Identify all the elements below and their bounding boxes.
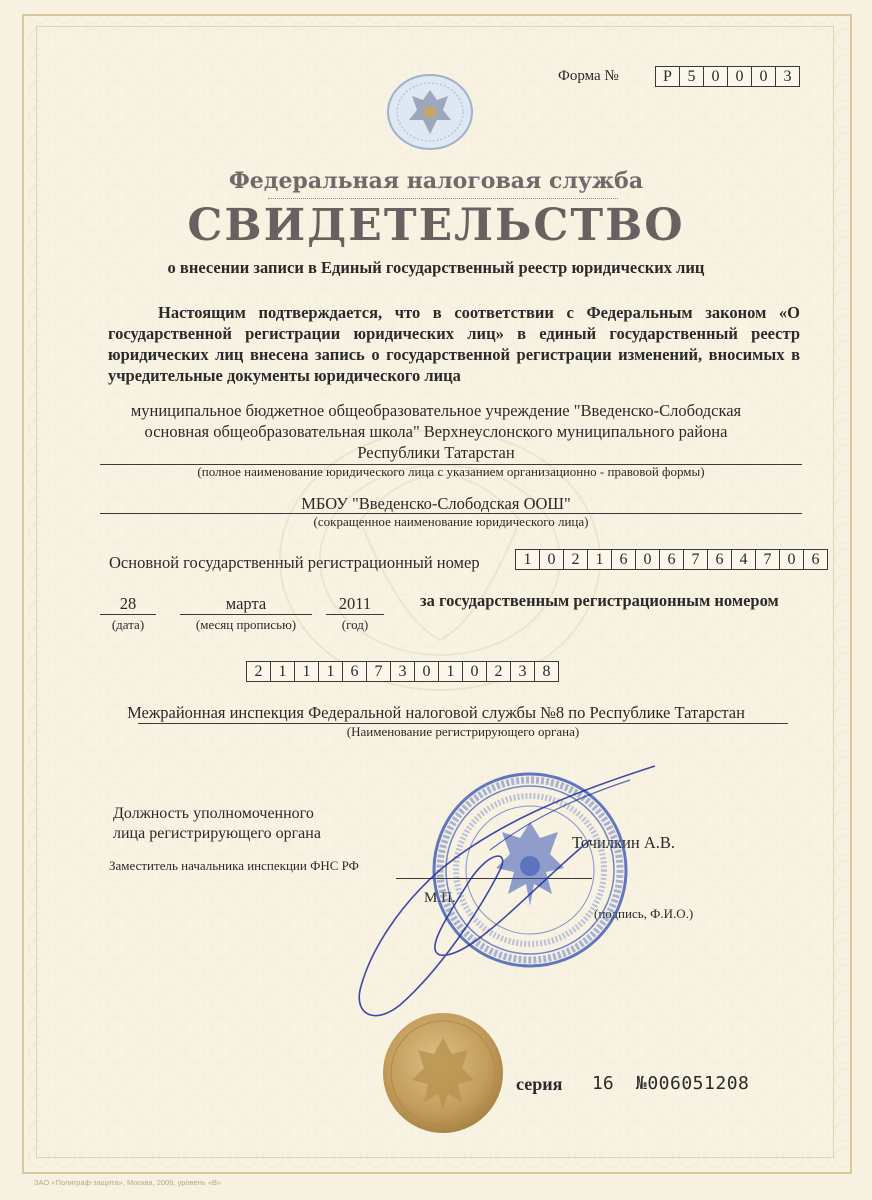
entity-short-name: МБОУ "Введенско-Слободская ООШ" [301, 494, 571, 513]
ogrn-cells [515, 549, 827, 570]
registration-year: 2011 [338, 594, 372, 613]
full-name-line-3: Республики Татарстан [357, 443, 515, 462]
ogrn-digit: 1 [587, 549, 612, 570]
state-emblem-hologram [385, 72, 475, 152]
service-name: Федеральная налоговая служба [228, 168, 644, 194]
form-number-label: Форма № [558, 68, 619, 84]
grn-digit: 6 [342, 661, 367, 682]
grn-cells [246, 661, 558, 682]
service-name-underline [268, 198, 618, 199]
ogrn-digit: 6 [659, 549, 684, 570]
ogrn-digit: 2 [563, 549, 588, 570]
series-value: 16 [592, 1073, 614, 1094]
month-underline [180, 614, 312, 615]
printer-imprint: ЗАО «Полиграф-защита», Москва, 2009, уровень «В» [34, 1178, 222, 1187]
grn-digit: 0 [414, 661, 439, 682]
grn-digit: 3 [510, 661, 535, 682]
confirmation-text: Настоящим подтверждается, что в соответствии с Федеральным законом «О государственной регистрации юридических лиц» в единый государственный реестр юридических лиц внесена запись о государственной регистрации изменений, вносимых в учредительные документы юридического лица [108, 303, 800, 385]
full-name-line-1: муниципальное бюджетное общеобразовательное учреждение "Введенско-Слободская [130, 401, 742, 420]
grn-digit: 1 [294, 661, 319, 682]
official-name: Точилкин А.В. [572, 833, 675, 852]
ogrn-digit: 6 [611, 549, 636, 570]
gold-seal [380, 1010, 506, 1136]
registration-day: 28 [119, 594, 137, 613]
entity-full-name [80, 400, 792, 463]
grn-label: за государственным регистрационным номером [420, 591, 779, 610]
confirmation-paragraph [108, 302, 800, 386]
authority-caption: (Наименование регистрирующего органа) [346, 724, 580, 739]
ogrn-digit: 4 [731, 549, 756, 570]
registering-authority-name: Межрайонная инспекция Федеральной налоговой службы №8 по Республике Татарстан [127, 703, 745, 722]
grn-digit: 1 [438, 661, 463, 682]
year-caption: (год) [341, 617, 369, 632]
official-position: Заместитель начальника инспекции ФНС РФ [109, 858, 359, 873]
ogrn-digit: 6 [803, 549, 828, 570]
stamp-place-mark: М.П. [424, 890, 456, 906]
form-number-cell: 0 [751, 66, 776, 87]
form-number-cells [655, 66, 799, 87]
form-number-cell: 3 [775, 66, 800, 87]
ogrn-digit: 0 [635, 549, 660, 570]
registration-month: марта [225, 594, 267, 613]
position-label-line-1: Должность уполномоченного [113, 805, 314, 822]
ogrn-digit: 0 [539, 549, 564, 570]
grn-digit: 8 [534, 661, 559, 682]
form-number-cell: Р [655, 66, 680, 87]
grn-digit: 0 [462, 661, 487, 682]
form-number-cell: 0 [703, 66, 728, 87]
month-caption: (месяц прописью) [195, 617, 297, 632]
ogrn-label: Основной государственный регистрационный номер [109, 553, 480, 572]
form-number-cell: 0 [727, 66, 752, 87]
short-name-caption: (сокращенное наименование юридического лица) [313, 514, 589, 529]
grn-digit: 3 [390, 661, 415, 682]
full-name-caption: (полное наименование юридического лица с указанием организационно - правовой формы) [197, 464, 705, 479]
grn-digit: 1 [270, 661, 295, 682]
certificate-number: №006051208 [636, 1073, 750, 1094]
form-number-cell: 5 [679, 66, 704, 87]
ogrn-digit: 7 [755, 549, 780, 570]
document-title: СВИДЕТЕЛЬСТВО [187, 200, 685, 251]
grn-digit: 1 [318, 661, 343, 682]
grn-digit: 7 [366, 661, 391, 682]
full-name-line-2: основная общеобразовательная школа" Верхнеуслонского муниципального района [144, 422, 728, 441]
signature-caption: (подпись, Ф.И.О.) [594, 906, 694, 921]
handwritten-signature [330, 760, 690, 1040]
day-caption: (дата) [111, 617, 145, 632]
ogrn-digit: 6 [707, 549, 732, 570]
year-underline [326, 614, 384, 615]
day-underline [100, 614, 156, 615]
ogrn-digit: 7 [683, 549, 708, 570]
grn-digit: 2 [486, 661, 511, 682]
ogrn-digit: 0 [779, 549, 804, 570]
position-label-line-2: лица регистрирующего органа [113, 825, 321, 842]
grn-digit: 2 [246, 661, 271, 682]
ogrn-digit: 1 [515, 549, 540, 570]
series-label: серия [516, 1074, 563, 1094]
document-subtitle: о внесении записи в Единый государственный реестр юридических лиц [167, 258, 705, 277]
